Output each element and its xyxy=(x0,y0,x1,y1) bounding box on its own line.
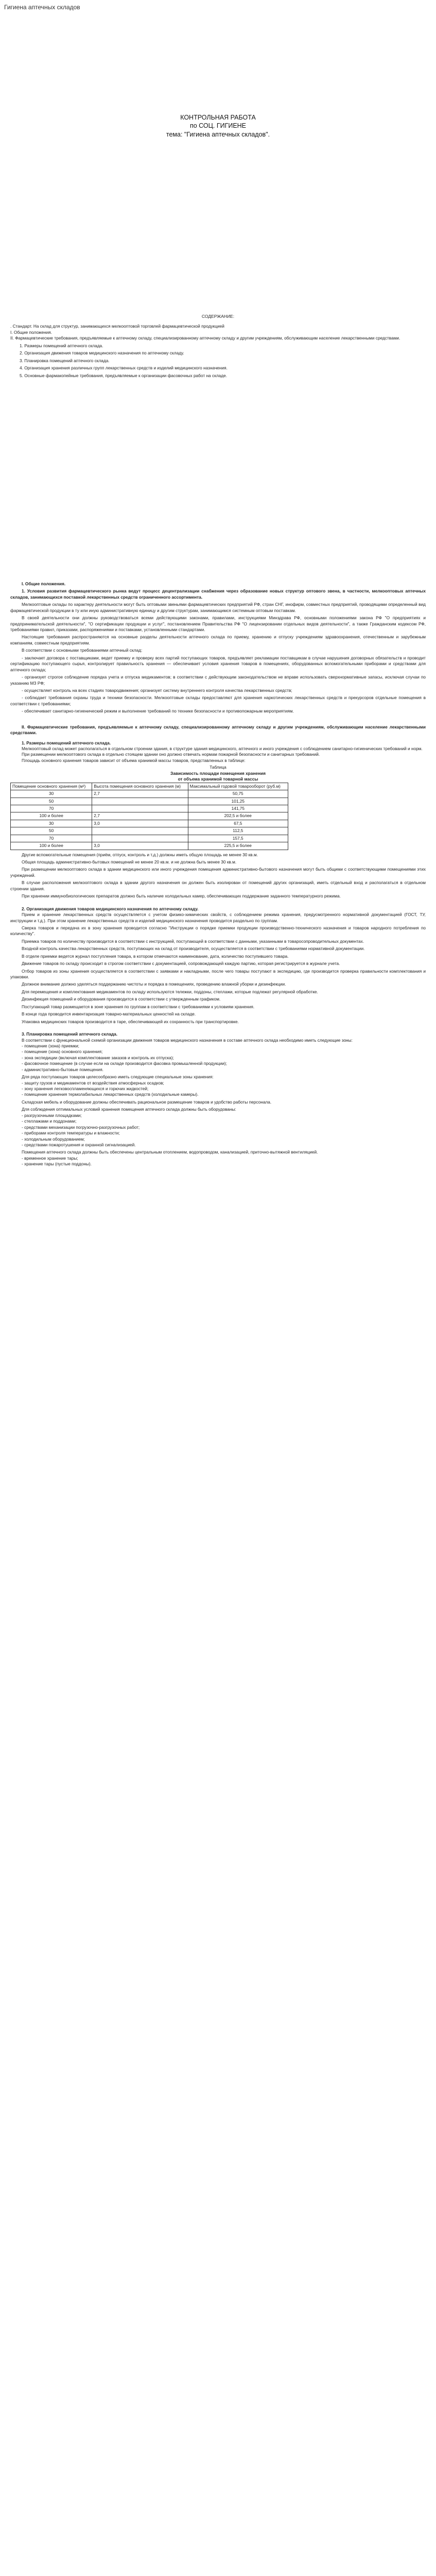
section2-s1p5: Общая площадь административно-бытовых помещений не менее 20 кв.м. и не должна быть менее 30 кв.м. xyxy=(22,859,237,865)
section2-s3p1: В соответствии с функциональной схемой организации движения товаров медицинского назначения в составе аптечного склада необходимо иметь следующие зоны: xyxy=(22,1037,353,1043)
section2-s1p2: При размещении мелкооптового склада в отдельно стоящем здании оно должно отвечать нормам пожарной безопасности и санитарных требований. xyxy=(22,752,320,757)
table-cell: 141,75 xyxy=(188,805,288,812)
table-label: Таблица xyxy=(210,765,226,770)
toc-sub-5: 5. Основные фармакопейные требования, предъявляемые к организации фасовочных работ на складе. xyxy=(20,372,228,378)
toc-sub-4: 4. Организация хранения различных групп лекарственных средств и изделий медицинского назначения. xyxy=(20,365,228,371)
section2-s3p5: Помещения аптечного склада должны быть обеспечены центральным отоплением, водопроводом, канализацией, приточно-вытяжной вентиляцией. xyxy=(22,1149,318,1155)
table-row xyxy=(11,835,288,842)
section2-sub1-title: 1. Размеры помещений аптечного склада. xyxy=(22,740,111,745)
list-item: - защиту грузов и медикаментов от воздействия атмосферных осадков; xyxy=(22,1080,164,1086)
cover-line-1: КОНТРОЛЬНАЯ РАБОТА xyxy=(180,114,256,121)
table-cell: 50 xyxy=(11,827,92,835)
list-item: - приборами контроля температуры и влажности; xyxy=(22,1130,120,1136)
toc-title: СОДЕРЖАНИЕ: xyxy=(201,313,235,319)
section2-s2p6: Движение товаров по складу происходит в строгом соответствии с документацией, сопровождающей каждую партию, которая регистрируется в журнале учета. xyxy=(22,961,340,967)
table-cell: 50,75 xyxy=(188,790,288,798)
table-cell: 112,5 xyxy=(188,827,288,835)
table-cell: 3,0 xyxy=(92,820,188,827)
norms-table-block xyxy=(10,765,426,850)
list-item: - помещение (зона) приемки; xyxy=(22,1043,79,1048)
section2-s1p4: Другие вспомогательные помещения (приём, отпуск, контроль и т.д.) должны иметь общую площадь не менее 30 кв.м. xyxy=(22,852,258,857)
table-cell: 3,0 xyxy=(92,842,188,850)
table-cell: 225,5 и более xyxy=(188,842,288,850)
table-cell: 100 и более xyxy=(11,812,92,820)
table-cell: 2,7 xyxy=(92,790,188,798)
table-row xyxy=(11,790,288,798)
list-item: - фасовочное помещение (в случае если на складе производится фасовка промышленной продукции); xyxy=(22,1061,227,1066)
table-row xyxy=(11,805,288,812)
table-header-cell: Высота помещения основного хранения (м) xyxy=(92,783,188,790)
table-header-cell: Помещение основного хранения (м²) xyxy=(11,783,92,790)
table-cell xyxy=(92,827,188,835)
table-cell: 67,5 xyxy=(188,820,288,827)
section1-p4: Настоящие требования распространяются на основные разделы деятельности аптечного склада по приему, хранению и отпуску учреждениям здравоохранения, отечественным и зарубежным компаниям, совместным предприятиям. xyxy=(10,634,426,646)
section2-s3p3: Складская мебель и оборудование должны обеспечивать рациональное размещение товаров и удобство работы персонала. xyxy=(22,1099,272,1105)
section2-s2p1: Прием и хранение лекарственных средств осуществляется с учетом физико-химических свойств, с соблюдением режима хранения, предусмотренного нормативной документацией (ГОСТ, ТУ, инструкции и т.д.). При этом хранение лекарственных средств и изделий медицинского назначения проводится раздельно по группам. xyxy=(10,912,426,923)
table-cell xyxy=(92,835,188,842)
table-cell: 100 и более xyxy=(11,842,92,850)
section1-p3: В своей деятельности они должны руководствоваться всеми действующими законами, правилами, инструкциями Минздрава РФ, основными положениями закона РФ "О предприятиях и предпринимательской деятельности", "О сертификации продукции и услуг", постановлением Правительства РФ "О лицензировании отдельных видов деятельности", а также Гражданским кодексом РФ, требованиями правил, приказами, распоряжениями и поставками, установленными стандартами. xyxy=(10,615,426,633)
section2-s2p7: Отбор товаров из зоны хранения осуществляется в соответствии с заявками и накладными, после чего товары поступают в экспедицию, где производится проверка правильности комплектования и упаковки. xyxy=(10,968,426,980)
list-item: - хранение тары (пустые поддоны). xyxy=(22,1161,92,1167)
toc-sub-3: 3. Планировка помещений аптечного склада. xyxy=(20,358,110,363)
list-item: - зону хранения легковоспламеняющихся и горючих жидкостей; xyxy=(22,1086,149,1092)
section2-s2p4: Входной контроль качества лекарственных средств, поступающих на склад от производителя, осуществляется в соответствии с требованиями нормативной документации. xyxy=(22,946,365,952)
table-cell: 157,5 xyxy=(188,835,288,842)
section2-s1p6: При размещении мелкооптового склада в здании медицинского или иного учреждения помещения административно-бытового назначения могут быть общими с соответствующими помещениями этих учреждений. xyxy=(10,867,426,878)
table-cell: 50 xyxy=(11,798,92,805)
cover-line-2: по СОЦ. ГИГИЕНЕ xyxy=(189,122,247,130)
section2-s2p2: Сверка товаров и передача их в зону хранения проводится согласно "Инструкции о порядке приемки продукции производственно-технического назначения и товаров народного потребления по количеству". xyxy=(10,925,426,937)
section2-s2p12: В конце года проводится инвентаризация товарно-материальных ценностей на складе. xyxy=(22,1011,196,1017)
page-title: Гигиена аптечных складов xyxy=(4,4,80,11)
section2-s2p11: Поступающий товар размещается в зоне хранения по группам в соответствии с требованиями к условиям хранения. xyxy=(22,1004,255,1009)
table-cell: 101,25 xyxy=(188,798,288,805)
section1-p10: - обеспечивает санитарно-гигиенический режим и выполнение требований по технике безопасности и противопожарным мероприятиям. xyxy=(22,708,294,714)
section1-p2: Мелкооптовые склады по характеру деятельности могут быть оптовыми звеньями фармацевтических предприятий РФ, стран СНГ, инофирм, совместных предприятий, проводящими определенный вид фармацевтической продукции в ту или иную административную единицу и другим структурам, занимающимся системным оптовым поставкам. xyxy=(10,602,426,613)
table-cell: 70 xyxy=(11,805,92,812)
section2-title: II. Фармацевтические требования, предъявляемые к аптечному складу, специализированному аптечному складу и другим учреждениям, обслуживающим население лекарственными средствами. xyxy=(10,724,426,736)
table-header-cell: Максимальный годовой товарооборот (руб.м) xyxy=(188,783,288,790)
list-item: - холодильным оборудованием; xyxy=(22,1136,85,1142)
document-body xyxy=(0,113,436,1167)
section2-s1p1: Мелкооптовый склад может располагаться в отдельном строении здания, в структуре здания медицинского, аптечного и иного учреждения с соблюдением санитарно-гигиенических требований и норм. xyxy=(22,746,423,752)
section2-s1p8: При хранении иммунобиологических препаратов должно быть наличие холодильных камер, обеспечивающих поддержание заданного температурного режима. xyxy=(22,893,341,899)
table-row xyxy=(11,812,288,820)
section1-p9: - соблюдает требования охраны труда и техники безопасности. Мелкооптовые склады предоставляют для хранения наркотических лекарственных средств и прекурсоров отдельные помещения в соответствии с требованиями; xyxy=(10,695,426,706)
table-cell: 70 xyxy=(11,835,92,842)
cover-block xyxy=(10,113,426,139)
toc-item-2: II. Фармацевтические требования, предъявляемые к аптечному складу, специализированному аптечному складу и другим учреждениям, обслуживающим население лекарственными средствами. xyxy=(10,335,400,341)
section2-sub2-title: 2. Организация движения товаров медицинского назначения по аптечному складу. xyxy=(22,906,199,911)
table-cell: 2,7 xyxy=(92,812,188,820)
table-header-row xyxy=(11,783,288,790)
list-item: - средствами механизации погрузочно-разгрузочных работ; xyxy=(22,1124,140,1130)
section1-title: I. Общие положения. xyxy=(22,581,66,586)
section2-s1p3: Площадь основного хранения товаров зависит от объема хранимой массы товаров, представленных в таблице: xyxy=(22,757,246,763)
section1-p7: - организует строгое соблюдение порядка учета и отпуска медикаментов; в соответствии с действующим законодательством не вправе использовать сверхнормативные запасы, исключая случаи по указанию МЗ РФ; xyxy=(10,674,426,686)
list-item: - средствами пожаротушения и охранной сигнализацией. xyxy=(22,1142,136,1147)
table-row xyxy=(11,842,288,850)
list-item: - административно-бытовые помещения. xyxy=(22,1066,103,1072)
list-item: - стеллажами и поддонами; xyxy=(22,1118,77,1124)
section2-s2p5: В отделе приемки ведется журнал поступления товара, в котором отмечаются наименование, дата, количество поступившего товара. xyxy=(22,953,289,959)
section2-s2p9: Для перемещения и комплектования медикаментов по складу используются тележки, поддоны, стеллажи, которые подлежат регулярной обработке. xyxy=(22,989,318,994)
section2-s2p13: Упаковка медицинских товаров производится в таре, обеспечивающей их сохранность при транспортировке. xyxy=(22,1019,239,1024)
table-cell: 202,5 и более xyxy=(188,812,288,820)
table-cell xyxy=(92,798,188,805)
table-row xyxy=(11,820,288,827)
section2-s2p3: Приемка товаров по количеству производится в соответствии с инструкцией, поступающей в соответствии с данными, указанными в товаросопроводительных документах. xyxy=(22,938,364,944)
toc-intro: . Стандарт. На склад для структур, занимающихся мелкооптовой торговлей фармацевтической продукцией xyxy=(10,324,224,329)
section2-s1p7: В случае расположения мелкооптового склада в здании другого назначения он должен быть изолирован от помещений других организаций, иметь отдельный вход и располагаться в отдельном строении здания. xyxy=(10,880,426,891)
section2-sub3-title: 3. Планировка помещений аптечного склада. xyxy=(22,1031,117,1037)
list-item: - помещение хранения термолабильных лекарственных средств (холодильные камеры). xyxy=(22,1092,199,1097)
section1-p6: - заключает договора с поставщиками, ведет приемку и проверку всех партий поступающих товаров, предъявляет рекламации поставщикам в случае нарушения договорных обязательств и проводит сертификацию поступающего сырья, контролирует правильность хранения — обеспечивает условия хранения товаров в помещениях, оборудованных вспомогательными приборами и средствами для аптечного склада; xyxy=(10,655,426,672)
table-title: Зависимость площади помещения хранения xyxy=(170,770,266,776)
list-item: - помещение (зона) основного хранения; xyxy=(22,1049,103,1055)
section2-s3p4: Для соблюдения оптимальных условий хранения помещения аптечного склада должны быть оборудованы: xyxy=(22,1107,236,1112)
list-item: - временное хранение тары; xyxy=(22,1155,78,1161)
section2-s2p8: Должное внимание должно уделяться поддержанию чистоты и порядка в помещениях, проведению влажной уборки и дезинфекции. xyxy=(22,981,286,987)
toc-sub-2: 2. Организация движения товаров медицинского назначения по аптечному складу. xyxy=(20,350,184,356)
table-row xyxy=(11,827,288,835)
section2-s2p10: Дезинфекция помещений и оборудования производится в соответствии с утвержденным графиком. xyxy=(22,996,221,1002)
table-cell: 30 xyxy=(11,820,92,827)
table-cell xyxy=(92,805,188,812)
cover-line-3: тема: "Гигиена аптечных складов". xyxy=(166,130,270,138)
table-cell: 30 xyxy=(11,790,92,798)
list-item: - разгрузочными площадками; xyxy=(22,1112,82,1118)
norms-table xyxy=(10,783,288,850)
toc-sub-1: 1. Размеры помещений аптечного склада. xyxy=(20,343,103,348)
table-subtitle: от объема хранимой товарной массы xyxy=(178,776,258,782)
table-row xyxy=(11,798,288,805)
section1-p5: В соответствии с основными требованиями аптечный склад: xyxy=(22,648,143,653)
section2-s3p2: Для ряда поступающих товаров целесообразно иметь следующие специальные зоны хранения: xyxy=(22,1074,214,1080)
list-item: - зона экспедиции (включая комплектование заказов и контроль их отпуска); xyxy=(22,1055,174,1060)
section1-p8: - осуществляет контроль на всех стадиях товародвижения; организует систему внутреннего контроля качества лекарственных средств; xyxy=(22,687,292,693)
toc-item-1: I. Общие положения. xyxy=(10,329,53,335)
section1-p1: 1. Условия развития фармацевтического рынка ведут процесс децентрализации снабжения через образование новых структур оптового звена, в частности, мелкооптовых аптечных складов, занимающихся поставкой лекарственных средств ограниченного ассортимента. xyxy=(10,588,426,600)
